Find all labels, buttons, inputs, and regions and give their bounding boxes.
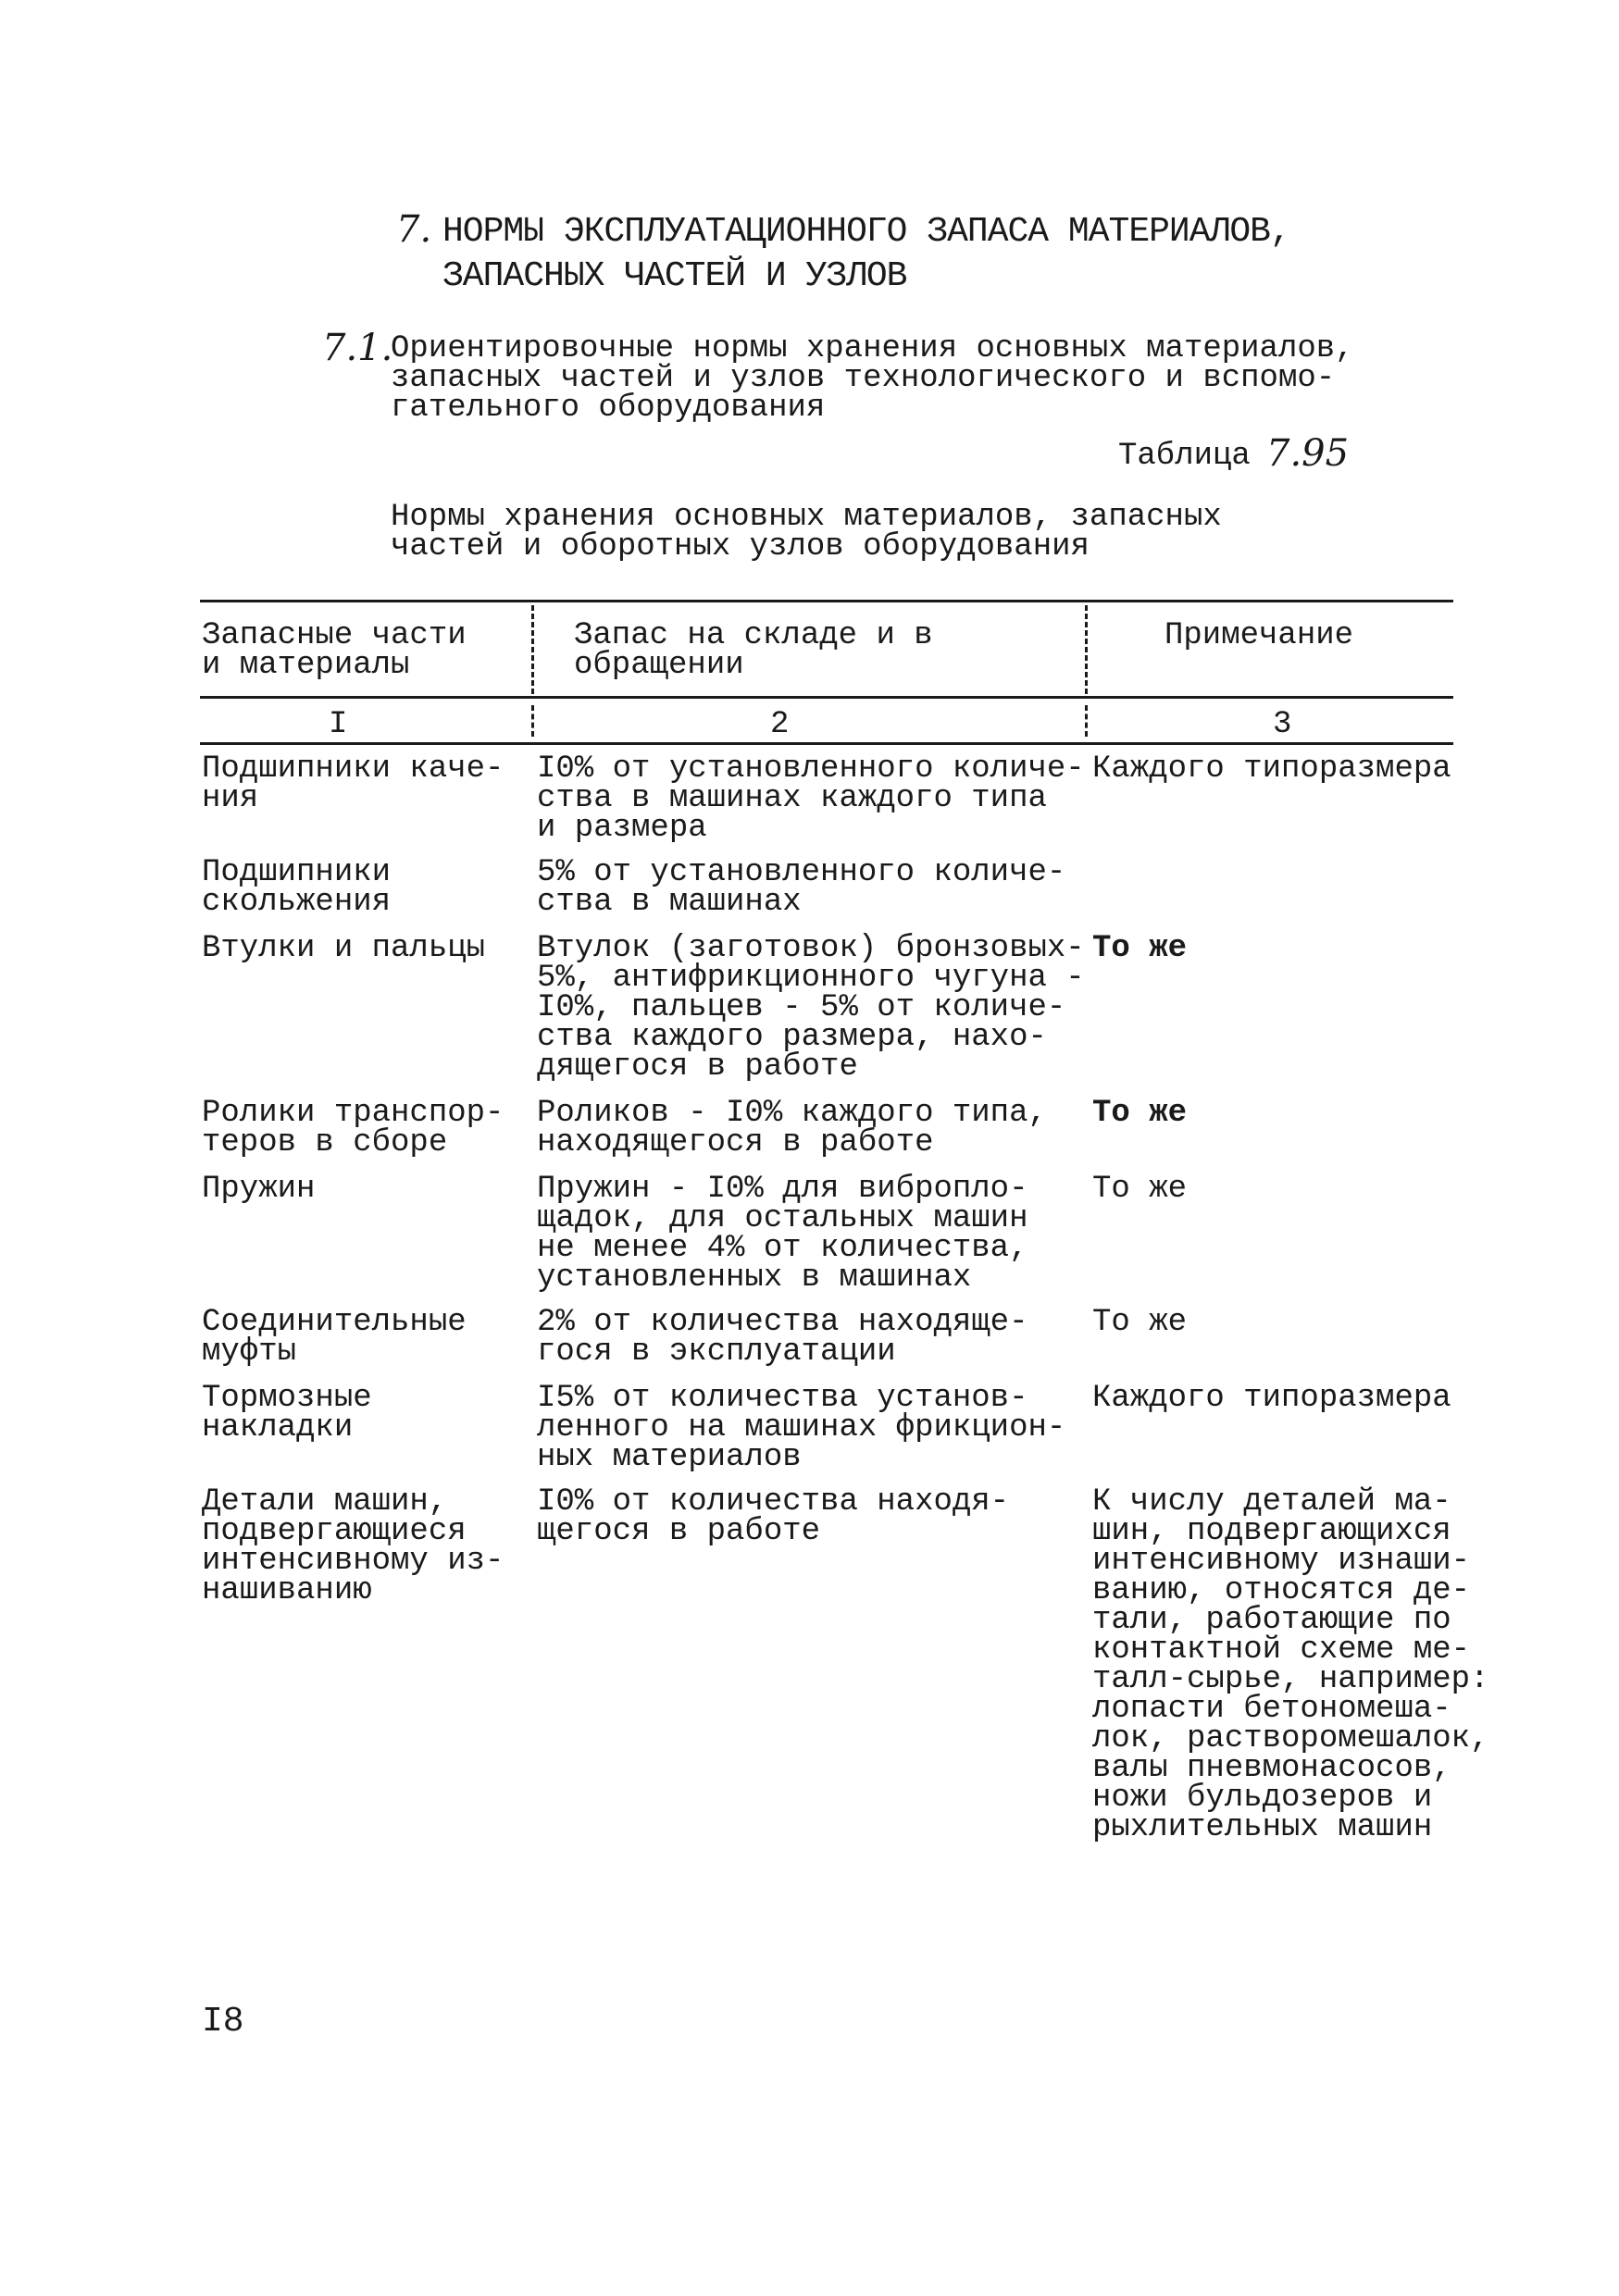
header-note: Примечание	[1164, 618, 1354, 653]
table-number: 7.95	[1266, 432, 1350, 475]
column-number: 2	[770, 707, 790, 742]
row-stock: не менее 4% от количества,	[537, 1231, 1028, 1266]
row-stock: 2% от количества находяще-	[537, 1305, 1028, 1340]
table-caption-line: Нормы хранения основных материалов, запасных	[391, 500, 1222, 535]
row-stock: Роликов - I0% каждого типа,	[537, 1096, 1047, 1131]
row-note: То же	[1092, 1305, 1188, 1340]
table-label: Таблица	[1118, 439, 1251, 474]
row-item: Подшипники	[202, 855, 392, 890]
row-note: То же	[1092, 931, 1188, 966]
section-number: 7.	[396, 208, 432, 251]
row-note: Каждого типоразмера	[1092, 1381, 1451, 1416]
table-caption-line: частей и оборотных узлов оборудования	[391, 529, 1090, 565]
row-item: Пружин	[202, 1172, 316, 1207]
row-item: подвергающиеся	[202, 1514, 467, 1549]
row-stock: щадок, для остальных машин	[537, 1201, 1028, 1236]
header-stock: Запас на складе и в	[574, 618, 933, 653]
row-item: накладки	[202, 1410, 354, 1446]
row-stock: I5% от количества установ-	[537, 1381, 1028, 1416]
row-item: муфты	[202, 1334, 297, 1370]
section-title-line2: ЗАПАСНЫХ ЧАСТЕЙ И УЗЛОВ	[442, 256, 907, 296]
row-stock: 5%, антифрикционного чугуна -	[537, 961, 1085, 996]
row-stock: I0%, пальцев - 5% от количе-	[537, 990, 1066, 1025]
row-note: лопасти бетономешa-	[1092, 1692, 1451, 1727]
column-number: I	[329, 707, 348, 742]
row-note: Каждого типоразмера	[1092, 751, 1451, 787]
table-numbers-rule	[200, 742, 1453, 745]
header-items: и материалы	[202, 648, 410, 683]
row-item: Ролики транспор-	[202, 1096, 504, 1131]
row-note: ванию, относятся де-	[1092, 1573, 1471, 1608]
row-item: Тормозные	[202, 1381, 372, 1416]
row-item: теров в сборе	[202, 1125, 448, 1160]
row-note: шин, подвергающихся	[1092, 1514, 1451, 1549]
row-item: нашиванию	[202, 1573, 372, 1608]
row-stock: щегося в работе	[537, 1514, 821, 1549]
row-stock: гося в эксплуатации	[537, 1334, 896, 1370]
row-note: лок, растворомешалок,	[1092, 1721, 1489, 1756]
subsection-line: гательного оборудования	[391, 391, 826, 426]
row-item: Детали машин,	[202, 1484, 448, 1520]
row-stock: I0% от количества находя-	[537, 1484, 1010, 1520]
subsection-number: 7.1.	[322, 327, 393, 369]
row-note: тали, работающие по	[1092, 1603, 1451, 1638]
row-item: Соединительные	[202, 1305, 467, 1340]
row-note: ножи бульдозеров и	[1092, 1781, 1433, 1816]
column-divider	[531, 705, 534, 737]
table-header-rule	[200, 696, 1453, 699]
row-stock: I0% от установленного количе-	[537, 751, 1085, 787]
row-stock: ства каждого размера, нахо-	[537, 1020, 1047, 1055]
header-stock: обращении	[574, 648, 744, 683]
column-divider	[1085, 705, 1088, 737]
row-item: Подшипники каче-	[202, 751, 504, 787]
row-stock: дящегося в работе	[537, 1049, 858, 1085]
row-note: талл-сырье, например:	[1092, 1662, 1489, 1697]
page-number: I8	[202, 2002, 244, 2042]
section-title-line1: НОРМЫ ЭКСПЛУАТАЦИОННОГО ЗАПАСА МАТЕРИАЛОВ,	[442, 212, 1290, 252]
row-note: контактной схеме ме-	[1092, 1632, 1471, 1668]
row-stock: Втулок (заготовок) бронзовых-	[537, 931, 1085, 966]
row-stock: установленных в машинах	[537, 1260, 972, 1296]
row-stock: ства в машинах	[537, 885, 802, 920]
row-note: валы пневмонасосов,	[1092, 1751, 1451, 1786]
row-stock: 5% от установленного количе-	[537, 855, 1066, 890]
column-number: 3	[1273, 707, 1292, 742]
row-item: скольжения	[202, 885, 392, 920]
column-divider	[531, 605, 534, 694]
row-item: Втулки и пальцы	[202, 931, 486, 966]
subsection-line: Ориентировочные нормы хранения основных материалов,	[391, 331, 1354, 366]
table-top-rule	[200, 600, 1453, 602]
row-note: К числу деталей ма-	[1092, 1484, 1451, 1520]
row-item: интенсивному из-	[202, 1544, 504, 1579]
row-stock: ных материалов	[537, 1440, 802, 1475]
row-note: То же	[1092, 1096, 1188, 1131]
subsection-line: запасных частей и узлов технологического и вспомо-	[391, 361, 1336, 396]
row-note: интенсивному изнаши-	[1092, 1544, 1471, 1579]
row-stock: находящегося в работе	[537, 1125, 934, 1160]
header-items: Запасные части	[202, 618, 467, 653]
row-note: рыхлительных машин	[1092, 1810, 1433, 1845]
row-stock: ства в машинах каждого типа	[537, 781, 1047, 816]
row-stock: ленного на машинах фрикцион-	[537, 1410, 1066, 1446]
row-note: То же	[1092, 1172, 1188, 1207]
column-divider	[1085, 605, 1088, 694]
row-stock: и размера	[537, 811, 707, 846]
row-stock: Пружин - I0% для вибропло-	[537, 1172, 1028, 1207]
row-item: ния	[202, 781, 259, 816]
